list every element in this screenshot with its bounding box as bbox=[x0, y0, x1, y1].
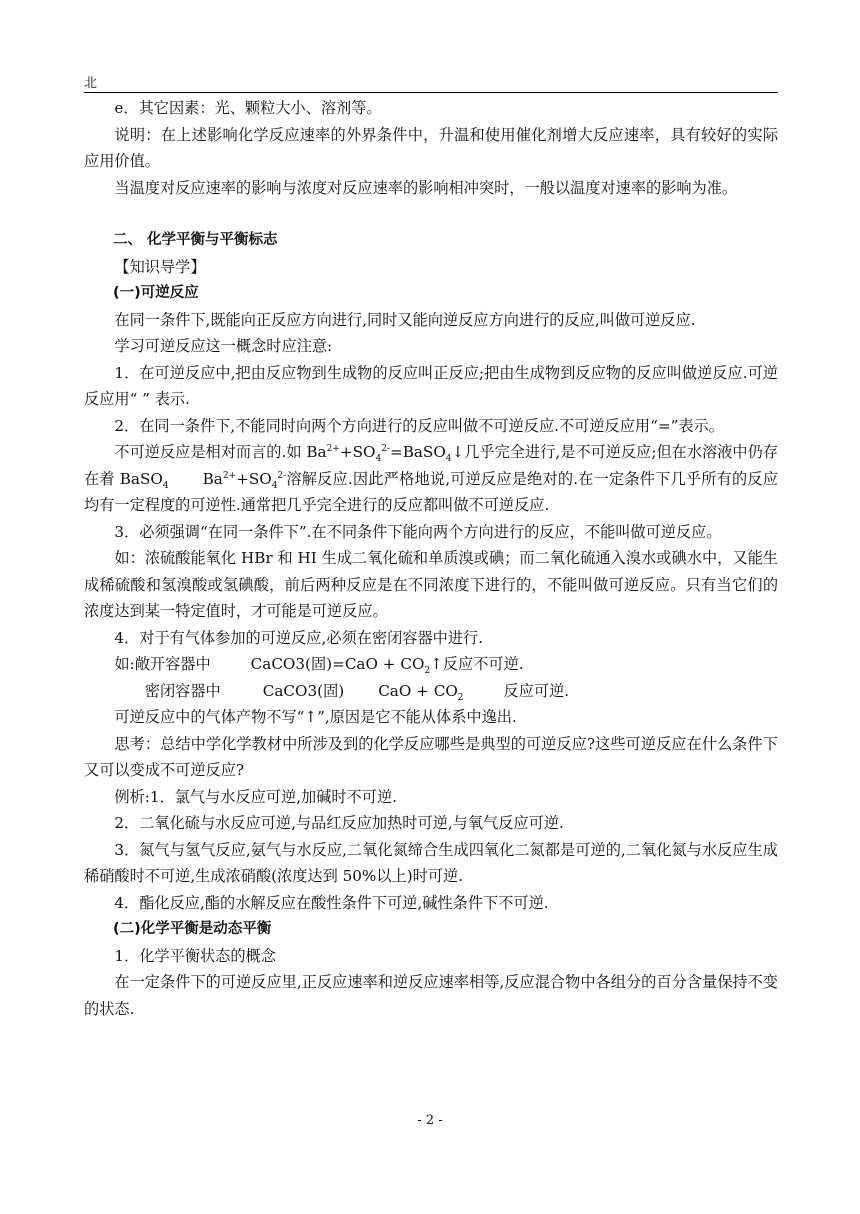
paragraph: 在一定条件下的可逆反应里,正反应速率和逆反应速率相等,反应混合物中各组分的百分含量保持不变的状态. bbox=[84, 973, 778, 1018]
text-run: 溶解反应.因此严格地说,可逆反应是绝对的.在一定条件下几乎所有的反应均有一定程度的可逆性.通常把几乎完全进行的反应都叫做不可逆反应. bbox=[84, 469, 779, 514]
subscript: 4 bbox=[162, 480, 169, 491]
text-run: CaCO3(固) bbox=[262, 681, 345, 700]
text-run: +SO bbox=[339, 443, 376, 461]
paragraph: 4．对于有气体参加的可逆反应,必须在密闭容器中进行. bbox=[114, 628, 484, 647]
subscript: 2 bbox=[424, 666, 431, 677]
text-run: CaO + CO bbox=[378, 681, 458, 700]
paragraph: 可逆反应中的气体产物不写“↑”,原因是它不能从体系中逸出. bbox=[114, 708, 517, 726]
subsection-heading: (一)可逆反应 bbox=[113, 285, 199, 301]
text-run: 反应可逆. bbox=[503, 681, 570, 700]
paragraph: 1．化学平衡状态的概念 bbox=[114, 946, 276, 965]
page-header: 北 bbox=[84, 76, 98, 91]
text-run: Ba bbox=[202, 469, 223, 488]
paragraph: 如：浓硫酸能氧化 HBr 和 HI 生成二氧化硫和单质溴或碘；而二氧化硫通入溴水或碘水中，又能生成稀硫酸和氢溴酸或氢碘酸，前后两种反应是在不同浓度下进行的，不能叫做可逆反应。只有当它们的浓度达到某一特定值时，才可能是可逆反应。 bbox=[84, 549, 778, 620]
paragraph: 当温度对反应速率的影响与浓度对反应速率的影响相冲突时，一般以温度对速率的影响为准。 bbox=[114, 178, 738, 197]
paragraph: 2．在同一条件下,不能同时向两个方向进行的反应叫做不可逆反应.不可逆反应用“=”表示。 bbox=[114, 416, 724, 435]
subscript: 4 bbox=[375, 454, 382, 465]
subscript: 4 bbox=[445, 454, 452, 465]
superscript: 2- bbox=[381, 443, 390, 454]
paragraph: 说明：在上述影响化学反应速率的外界条件中，升温和使用催化剂增大反应速率，具有较好的实际应用价值。 bbox=[84, 125, 778, 170]
paragraph bbox=[84, 439, 778, 519]
text-run: 不可逆反应是相对而言的.如 Ba bbox=[114, 443, 327, 461]
paragraph: e．其它因素：光、颗粒大小、溶剂等。 bbox=[114, 99, 382, 117]
paragraph: 2．二氧化硫与水反应可逆,与品红反应加热时可逆,与氧气反应可逆. bbox=[114, 814, 564, 832]
text-run: +SO bbox=[236, 469, 272, 488]
paragraph: 例析:1．氯气与水反应可逆,加碱时不可逆. bbox=[114, 787, 398, 806]
paragraph: 【知识导学】 bbox=[114, 257, 206, 276]
superscript: 2+ bbox=[326, 443, 340, 454]
text-run: =BaSO bbox=[389, 443, 446, 461]
paragraph bbox=[84, 651, 778, 678]
section-heading: 二、 化学平衡与平衡标志 bbox=[113, 232, 278, 248]
text-run: ↓几乎完全进行,是不可逆反应;但在水溶液中仍存在着 BaSO bbox=[84, 443, 779, 488]
spacer bbox=[84, 201, 778, 227]
text-run: ↑反应不可逆. bbox=[430, 655, 524, 673]
paragraph: 在同一条件下,既能向正反应方向进行,同时又能向逆反应方向进行的反应,叫做可逆反应. bbox=[114, 310, 696, 329]
paragraph: 1．在可逆反应中,把由反应物到生成物的反应叫正反应;把由生成物到反应物的反应叫做逆反应.可逆反应用“ ” 表示. bbox=[84, 363, 778, 408]
superscript: 2+ bbox=[222, 470, 237, 481]
subscript: 4 bbox=[271, 480, 278, 491]
paragraph: 3．氮气与氢气反应,氨气与水反应,二氧化氮缔合生成四氧化二氮都是可逆的,二氧化氮与水反应生成稀硝酸时不可逆,生成浓硝酸(浓度达到 50%以上)时可逆. bbox=[84, 840, 778, 885]
paragraph: 3．必须强调“在同一条件下”.在不同条件下能向两个方向进行的反应，不能叫做可逆反应。 bbox=[114, 522, 722, 541]
text-run: 密闭容器中 bbox=[144, 681, 221, 700]
subscript: 2 bbox=[457, 692, 464, 703]
subsection-heading: (二)化学平衡是动态平衡 bbox=[113, 921, 272, 937]
paragraph: 4．酯化反应,酯的水解反应在酸性条件下可逆,碱性条件下不可逆. bbox=[114, 893, 549, 912]
body-text bbox=[84, 95, 778, 1022]
header-rule bbox=[84, 92, 778, 93]
paragraph: 学习可逆反应这一概念时应注意: bbox=[114, 337, 333, 355]
page-number: - 2 - bbox=[417, 1113, 443, 1128]
text-run: CaCO3(固)=CaO + CO bbox=[250, 655, 425, 673]
paragraph: 思考：总结中学化学教材中所涉及到的化学反应哪些是典型的可逆反应?这些可逆反应在什么条件下又可以变成不可逆反应? bbox=[84, 734, 778, 779]
text-run: 如:敞开容器中 bbox=[114, 655, 211, 673]
superscript: 2- bbox=[277, 470, 287, 481]
paragraph bbox=[84, 678, 778, 705]
